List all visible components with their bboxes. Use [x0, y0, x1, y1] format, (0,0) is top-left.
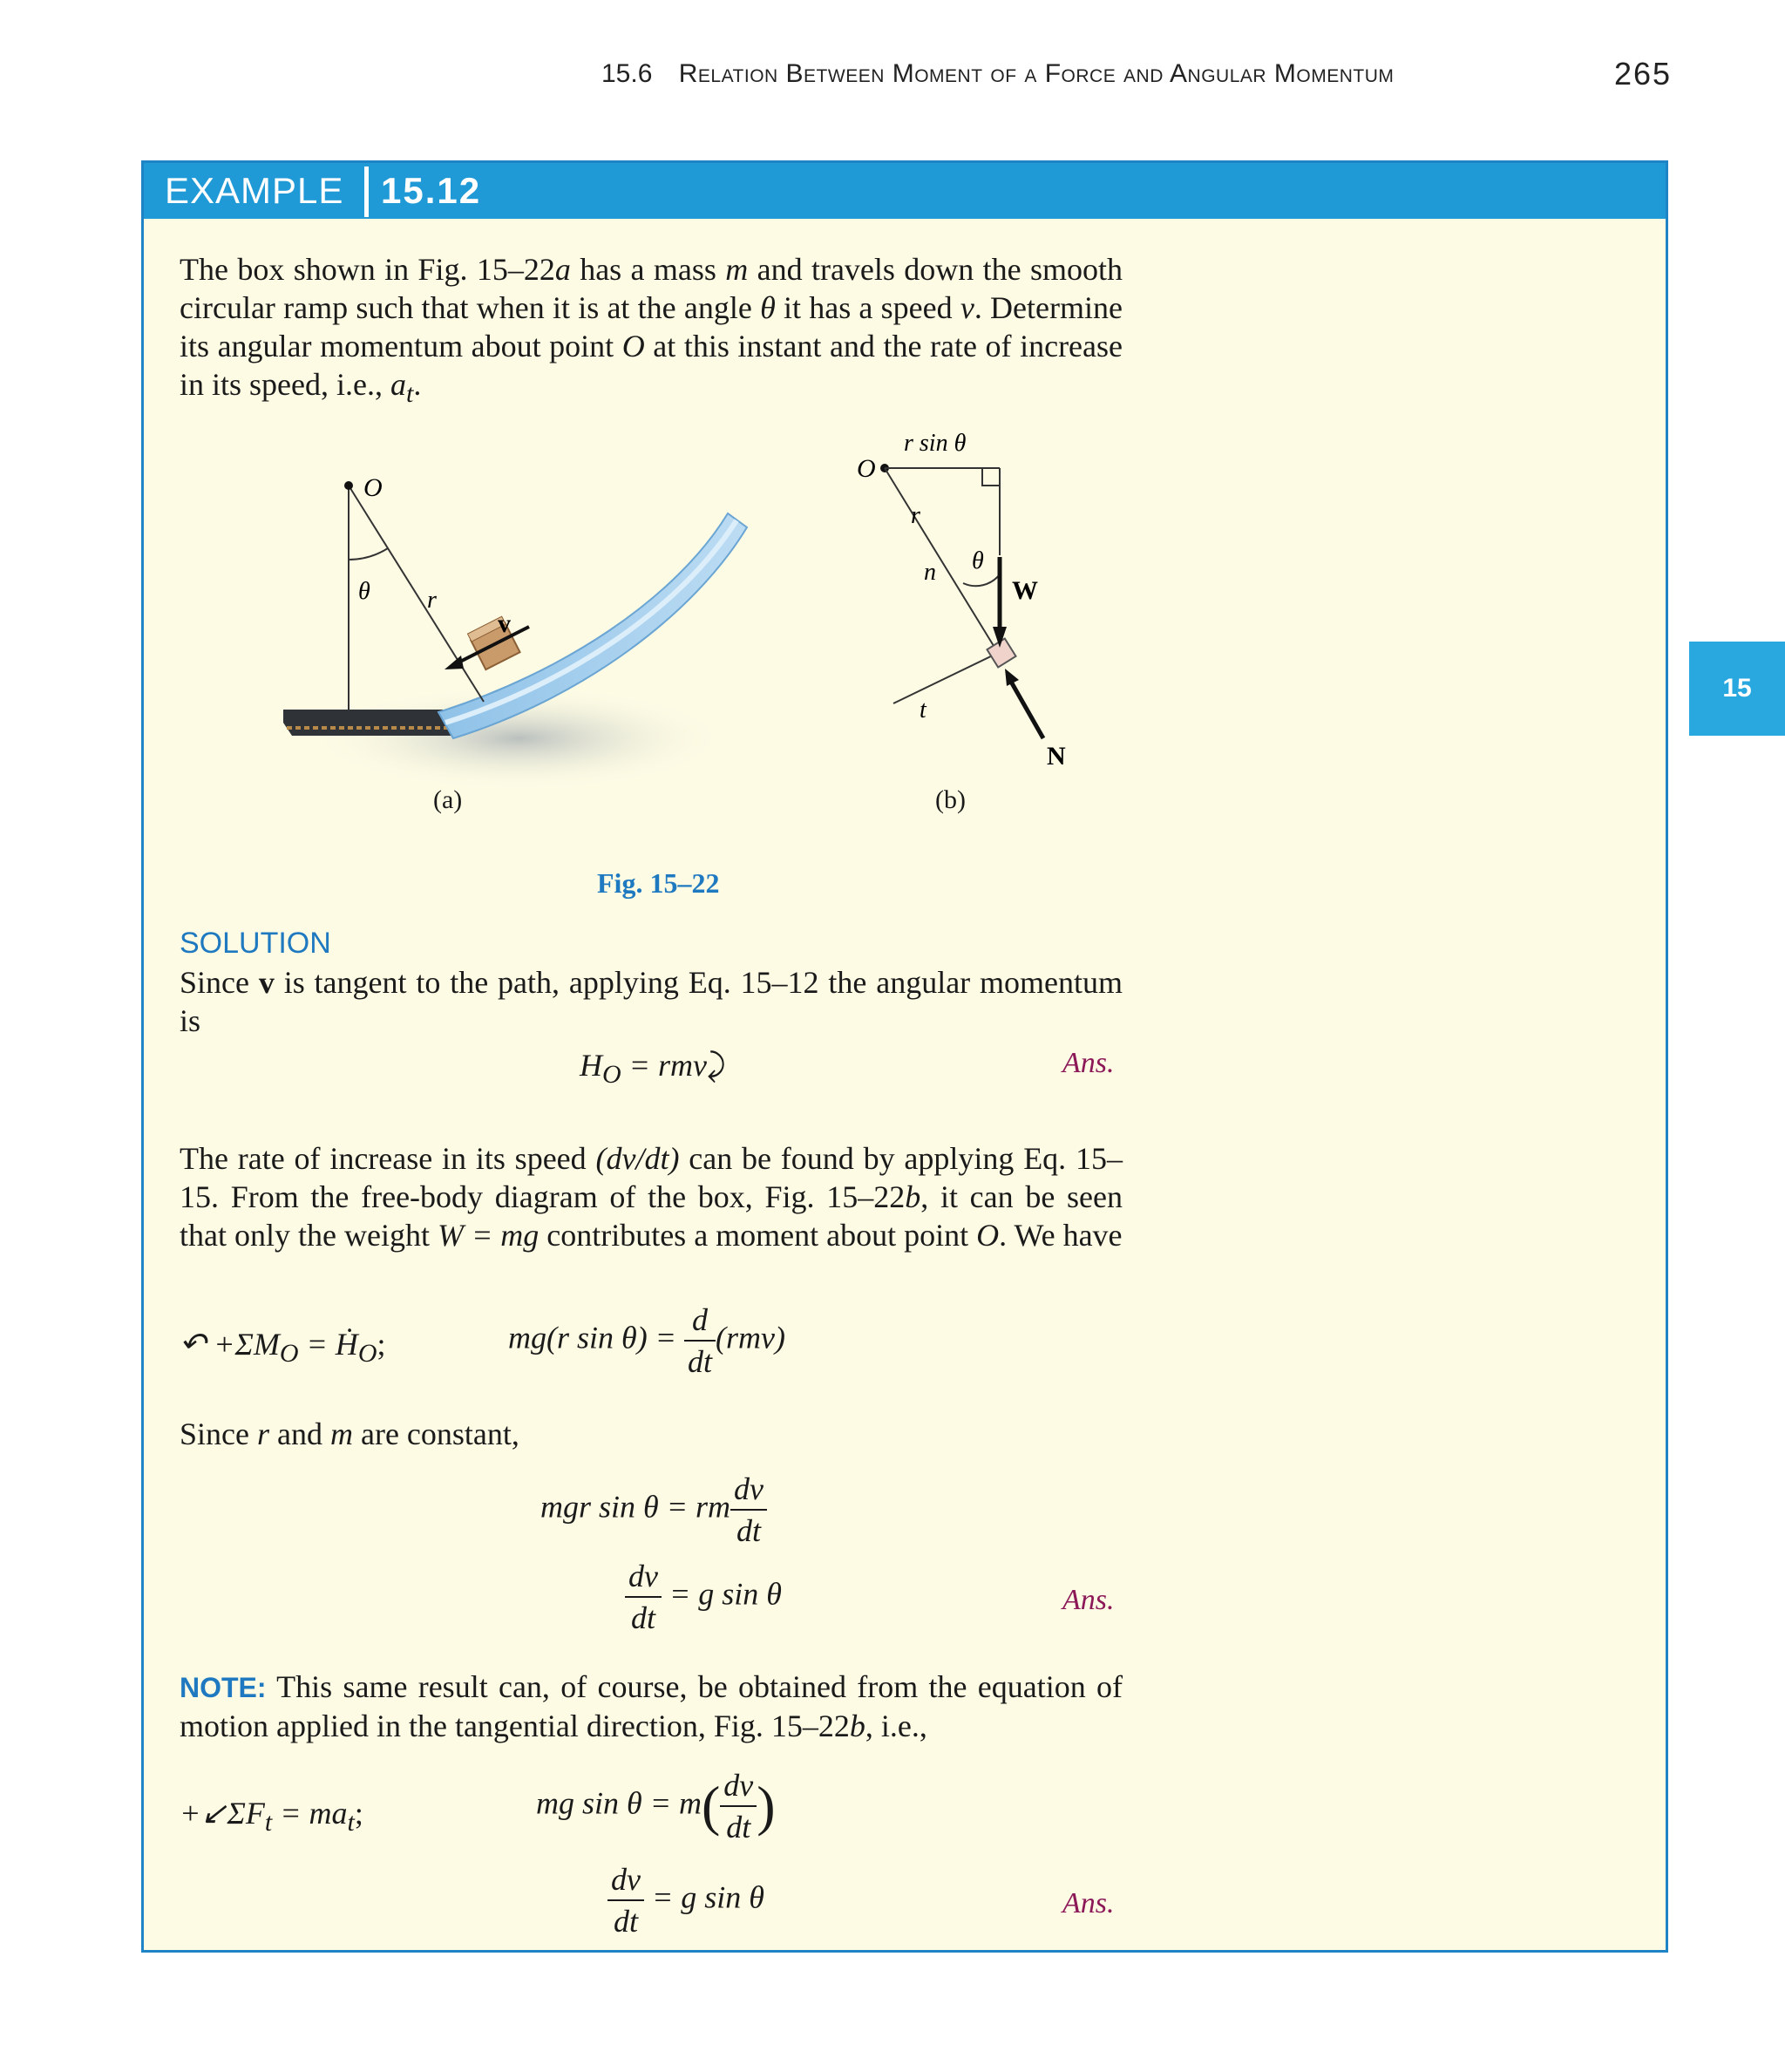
answer-mark-2: Ans. — [1062, 1584, 1115, 1616]
label-o-b: O — [857, 454, 876, 483]
label-o: O — [363, 473, 383, 502]
equation-tangential-rhs: mg sin θ = m( $\frac{dv}{dt}$ ) — [536, 1768, 776, 1844]
solution-paragraph-2: The rate of increase in its speed (dv/dt) can be found by applying Eq. 15–15. From the free-body diagram of the box, Fig. 15–22b, it can be seen that only the weight W = mg contributes a moment about point O. We have — [180, 1141, 1123, 1253]
label-v: v — [498, 609, 511, 638]
example-label: EXAMPLE — [165, 170, 344, 211]
label-n-force: N — [1047, 742, 1066, 771]
answer-mark-1: Ans. — [1062, 1047, 1115, 1079]
point-o — [344, 481, 353, 490]
label-r-b: r — [911, 502, 920, 529]
label-t: t — [920, 696, 926, 724]
equation-moment-rhs: mg(r sin θ) = $\frac{d}{dt}$ (rmv) — [508, 1302, 785, 1379]
label-theta-b: θ — [972, 547, 984, 574]
section-title: Relation Between Moment of a Force and Angular Momentum — [678, 59, 1395, 88]
equation-dvdt-2: $\frac{dv}{dt}$ = g sin θ — [607, 1861, 764, 1940]
example-banner — [144, 163, 1666, 219]
theta-arc — [349, 548, 388, 560]
t-axis — [893, 653, 998, 703]
figure-a-ramp — [275, 451, 832, 834]
equation-dvdt-1: $\frac{dv}{dt}$ = g sin θ — [625, 1558, 782, 1636]
example-number: 15.12 — [381, 170, 482, 211]
label-n: n — [924, 559, 936, 586]
section-number: 15.6 — [601, 59, 653, 88]
example-box — [141, 160, 1668, 1953]
label-theta: θ — [358, 578, 370, 605]
solution-heading: SOLUTION — [180, 927, 331, 960]
label-w: W — [1012, 576, 1038, 605]
solution-paragraph-1: Since v is tangent to the path, applying Eq. 15–12 the angular momentum is — [180, 965, 1123, 1038]
right-angle-mark — [982, 468, 1000, 486]
page-number: 265 — [1614, 56, 1673, 92]
answer-mark-3: Ans. — [1062, 1887, 1115, 1919]
equation-tangential-sum: $+↙\Sigma F_t = ma_t$; — [180, 1796, 363, 1838]
equation-moment-sum: ↶ $+\Sigma M_O$ = Ḣ$_O$; — [180, 1327, 386, 1369]
equation-mgr-sin: mgr sin θ = rm $\frac{dv}{dt}$ — [540, 1471, 767, 1549]
normal-arrow — [1011, 682, 1043, 738]
equation-angular-momentum: $H_O$ = rmv⤸ — [580, 1048, 726, 1090]
chapter-tab: 15 — [1689, 642, 1785, 736]
running-head — [601, 59, 1482, 89]
banner-divider — [364, 166, 369, 217]
caption-a: (a) — [433, 785, 463, 814]
ground-platform — [283, 710, 451, 736]
figure-caption: Fig. 15–22 — [597, 867, 720, 899]
problem-statement: The box shown in Fig. 15–22a has a mass m and travels down the smooth circular ramp such that when it is at the angle θ it has a speed v. Determine its angular momentum about point O at this instant and the rate of increase in its speed, i.e., $a_t$. — [180, 252, 1123, 409]
theta-arc-b — [963, 574, 1000, 586]
solution-paragraph-3: Since r and m are constant, — [180, 1416, 519, 1451]
label-rsin: r sin θ — [904, 430, 967, 457]
note-paragraph: NOTE: This same result can, of course, be obtained from the equation of motion applied in the tangential direction, Fig. 15–22b, i.e., — [180, 1669, 1123, 1743]
label-r: r — [427, 587, 437, 614]
figure-b-free-body-diagram — [824, 425, 1190, 791]
caption-b: (b) — [935, 785, 966, 814]
